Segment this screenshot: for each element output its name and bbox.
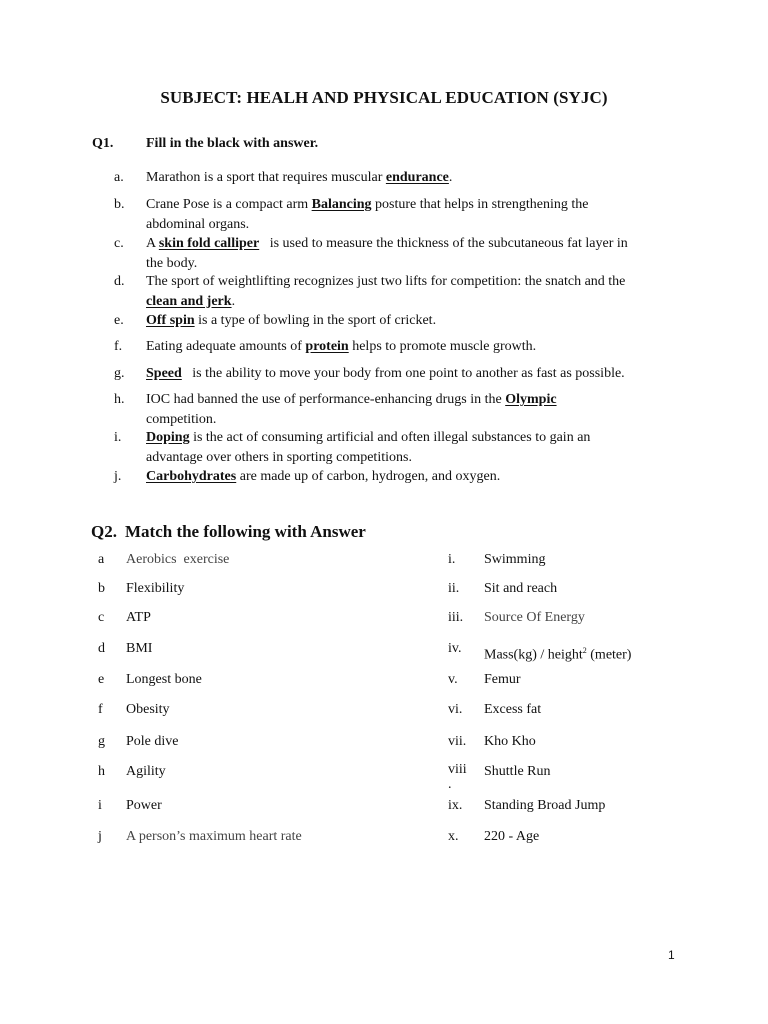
fill-item-text: Speed is the ability to move your body from one point to another as fast as possible. [146, 366, 625, 381]
match-right-text: Femur [484, 672, 521, 687]
match-roman: iii. [448, 610, 464, 625]
match-roman: x. [448, 829, 459, 844]
match-roman: i. [448, 552, 456, 567]
q1-number: Q1. [92, 136, 114, 151]
fill-item-text: Marathon is a sport that requires muscular endurance. [146, 170, 453, 185]
match-left-text: Power [126, 798, 162, 813]
match-right-text: Excess fat [484, 702, 542, 717]
fill-item-label: d. [114, 274, 125, 289]
match-letter: j [98, 829, 102, 844]
match-right-text: Shuttle Run [484, 764, 551, 779]
fill-item-text: Doping is the act of consuming artificial and often illegal substances to gain an advantage over others in sporting competitions. [146, 430, 591, 465]
answer-text: Speed [146, 366, 182, 381]
fill-item-text: Crane Pose is a compact arm Balancing posture that helps in strengthening the abdominal organs. [146, 197, 589, 232]
answer-text: Off spin [146, 313, 195, 328]
match-right-text: 220 - Age [484, 829, 540, 844]
match-letter: a [98, 552, 105, 567]
fill-item-label: b. [114, 197, 125, 212]
match-letter: e [98, 672, 105, 687]
match-right-text: Sit and reach [484, 581, 558, 596]
match-roman: viii . [448, 762, 467, 792]
answer-text: skin fold calliper [158, 236, 260, 251]
answer-text: endurance [385, 170, 449, 185]
fill-item-label: a. [114, 170, 124, 185]
match-roman: ix. [448, 798, 463, 813]
answer-text: Balancing [311, 197, 372, 212]
match-roman: ii. [448, 581, 460, 596]
fill-item-text: A skin fold calliper is used to measure the thickness of the subcutaneous fat layer in the body. [146, 236, 628, 271]
page-title: SUBJECT: HEALH AND PHYSICAL EDUCATION (SYJC) [160, 88, 608, 107]
fill-item-label: j. [114, 469, 122, 484]
answer-text: Carbohydrates [146, 469, 237, 484]
q1-heading: Fill in the black with answer. [146, 136, 319, 151]
match-left-text: Longest bone [126, 672, 202, 687]
match-letter: i [98, 798, 102, 813]
match-right-text: Kho Kho [484, 734, 536, 749]
match-right-text: Standing Broad Jump [484, 798, 606, 813]
fill-item-text: Carbohydrates are made up of carbon, hydrogen, and oxygen. [146, 469, 501, 484]
fill-item-text: The sport of weightlifting recognizes just two lifts for competition: the snatch and the clean and jerk. [146, 274, 626, 309]
match-right-text: Source Of Energy [484, 610, 585, 625]
fill-item-label: e. [114, 313, 124, 328]
fill-item-label: g. [114, 366, 125, 381]
answer-text: clean and jerk [146, 293, 232, 309]
match-left-text: Obesity [126, 702, 170, 717]
answer-text: Olympic [505, 392, 557, 407]
match-roman: vi. [448, 702, 463, 717]
match-right-text: Mass(kg) / height$^2$ (meter) [484, 646, 632, 663]
fill-item-label: h. [114, 392, 125, 407]
fill-item-text: Off spin is a type of bowling in the sport of cricket. [146, 313, 437, 328]
match-roman: v. [448, 672, 458, 687]
match-letter: c [98, 610, 105, 625]
match-left-text: Pole dive [126, 734, 179, 749]
match-letter: g [98, 734, 105, 749]
q2-number: Q2. [91, 522, 117, 541]
match-letter: h [98, 764, 105, 779]
fill-item-text: IOC had banned the use of performance-enhancing drugs in the Olympic competition. [146, 392, 557, 427]
fill-item-label: f. [114, 339, 123, 354]
match-left-text: ATP [126, 610, 151, 625]
match-roman: iv. [448, 641, 462, 656]
match-left-text: A person’s maximum heart rate [126, 829, 302, 844]
answer-text: Doping [146, 430, 190, 445]
match-left-text: Aerobics exercise [126, 552, 230, 567]
fill-item-text: Eating adequate amounts of protein helps to promote muscle growth. [146, 339, 537, 354]
fill-item-label: c. [114, 236, 124, 251]
match-left-text: BMI [126, 641, 153, 656]
match-letter: b [98, 581, 105, 596]
page-number: 1 [668, 948, 675, 962]
match-letter: f [98, 702, 103, 717]
match-letter: d [98, 641, 105, 656]
match-right-text: Swimming [484, 552, 546, 567]
match-left-text: Agility [126, 764, 166, 779]
fill-item-label: i. [114, 430, 122, 445]
match-left-text: Flexibility [126, 581, 185, 596]
q2-heading-row [91, 522, 366, 542]
q2-heading: Match the following with Answer [124, 522, 366, 541]
match-roman: vii. [448, 734, 467, 749]
answer-text: protein [305, 339, 349, 354]
